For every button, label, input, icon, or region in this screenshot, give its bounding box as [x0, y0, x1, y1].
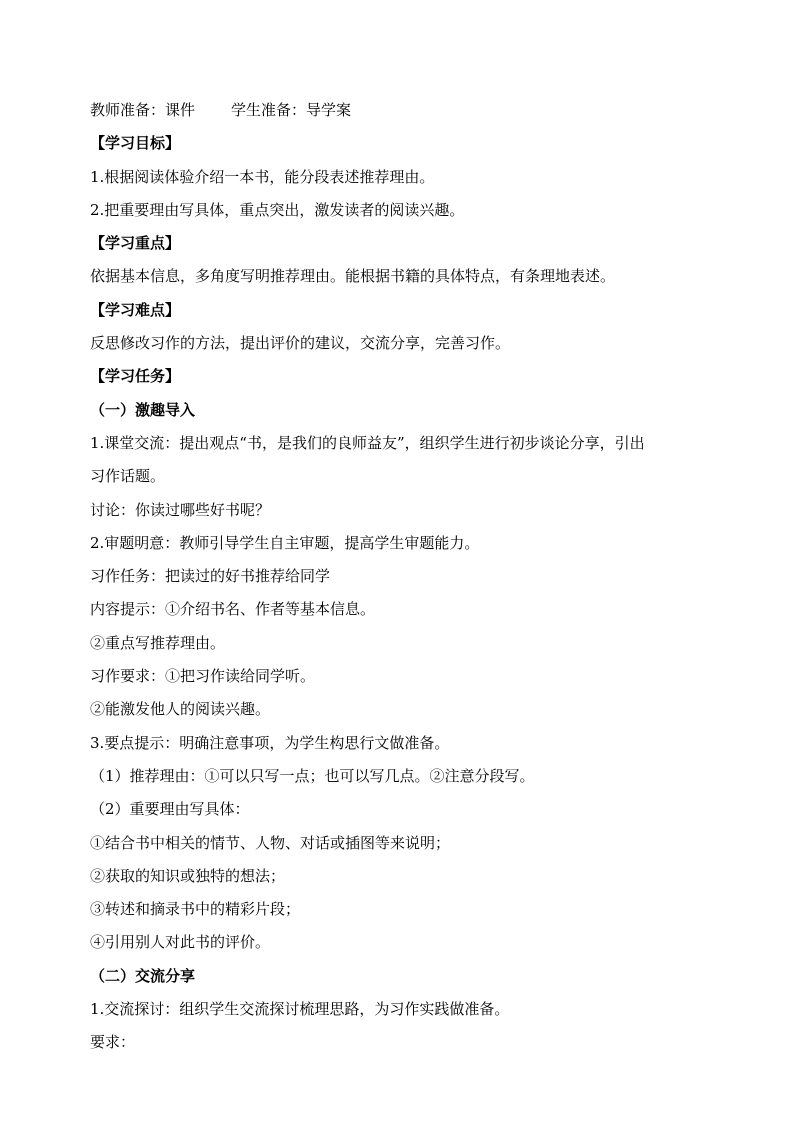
- item-1-line-2: 习作话题。: [90, 467, 166, 486]
- key-points-heading: 【学习重点】: [90, 234, 181, 253]
- item-2: 2.审题明意：教师引导学生自主审题，提高学生审题能力。: [90, 533, 480, 552]
- difficulties-text: 反思修改习作的方法，提出评价的建议，交流分享，完善习作。: [90, 334, 511, 353]
- requirement-label: 要求：: [90, 1033, 136, 1052]
- writing-requirement-1: 习作要求：①把习作读给同学听。: [90, 667, 316, 686]
- sub-point-3: ③转述和摘录书中的精彩片段；: [90, 900, 301, 919]
- sub-point-2: ②获取的知识或独特的想法；: [90, 866, 286, 885]
- section-1-heading: （一）激趣导入: [90, 400, 196, 419]
- item-1-line-1: 1.课堂交流：提出观点“书，是我们的良师益友”，组织学生进行初步谈论分享，引出: [90, 433, 645, 452]
- teacher-preparation: 教师准备：课件: [90, 101, 196, 119]
- writing-task: 习作任务：把读过的好书推荐给同学: [90, 567, 331, 586]
- difficulties-heading: 【学习难点】: [90, 300, 181, 319]
- writing-requirement-2: ②能激发他人的阅读兴趣。: [90, 700, 271, 719]
- objective-2: 2.把重要理由写具体，重点突出，激发读者的阅读兴趣。: [90, 200, 465, 219]
- discussion-prompt: 讨论：你读过哪些好书呢？: [90, 500, 271, 519]
- document-body: [90, 100, 710, 1066]
- section-2-heading: （二）交流分享: [90, 966, 196, 985]
- content-hint-1: 内容提示：①介绍书名、作者等基本信息。: [90, 600, 376, 619]
- point-1: （1）推荐理由：①可以只写一点；也可以写几点。②注意分段写。: [90, 766, 535, 785]
- objectives-heading: 【学习目标】: [90, 134, 181, 153]
- share-item-1: 1.交流探讨：组织学生交流探讨梳理思路，为习作实践做准备。: [90, 1000, 510, 1019]
- content-hint-2: ②重点写推荐理由。: [90, 633, 226, 652]
- point-2: （2）重要理由写具体：: [90, 800, 250, 819]
- objective-1: 1.根据阅读体验介绍一本书，能分段表述推荐理由。: [90, 167, 435, 186]
- tasks-heading: 【学习任务】: [90, 367, 181, 386]
- sub-point-1: ①结合书中相关的情节、人物、对话或插图等来说明；: [90, 833, 451, 852]
- sub-point-4: ④引用别人对此书的评价。: [90, 933, 271, 952]
- key-points-text: 依据基本信息，多角度写明推荐理由。能根据书籍的具体特点，有条理地表述。: [90, 267, 616, 286]
- item-3: 3.要点提示：明确注意事项，为学生构思行文做准备。: [90, 733, 450, 752]
- student-preparation: 学生准备：导学案: [231, 101, 352, 119]
- preparation-line: [90, 100, 710, 120]
